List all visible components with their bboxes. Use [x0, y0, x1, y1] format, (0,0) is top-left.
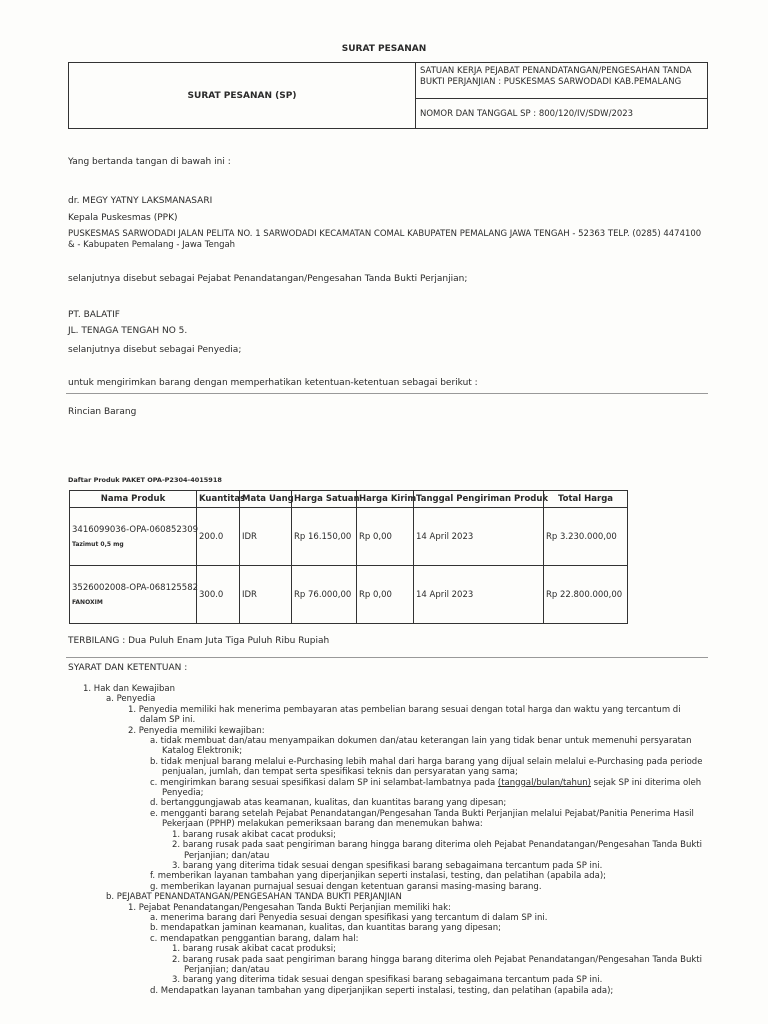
term-item: a. tidak membuat dan/atau menyampaikan dokumen dan/atau keterangan lain yang tidak benar untuk memenuhi persyaratan Katalog Elektronik;: [150, 736, 692, 757]
term-item: [150, 778, 708, 799]
header-satuan-kerja: SATUAN KERJA PEJABAT PENANDATANGAN/PENGESAHAN TANDA BUKTI PERJANJIAN : PUSKESMAS SARWODADI KAB.PEMALANG: [416, 63, 707, 99]
table-row: [70, 508, 628, 566]
term-item: 2. Penyedia memiliki kewajiban:: [128, 725, 265, 736]
penyedia-address: JL. TENAGA TENGAH NO 5.: [68, 326, 188, 336]
col-tanggal-pengiriman: Tanggal Pengiriman Produk: [414, 491, 544, 508]
term-item: 2. barang rusak pada saat pengiriman barang hingga barang diterima oleh Pejabat Penandatangan/Pengesahan Tanda Bukti Perjanjian; dan/atau: [172, 840, 703, 861]
date-cell: 14 April 2023: [414, 566, 544, 624]
intro-text: Yang bertanda tangan di bawah ini :: [68, 157, 231, 167]
term-text: c. mengirimkan barang sesuai spesifikasi dalam SP ini selambat-lambatnya pada: [150, 777, 498, 788]
term-pejabat: b. PEJABAT PENANDATANGAN/PENGESAHAN TANDA BUKTI PERJANJIAN: [106, 892, 402, 903]
term-item: a. menerima barang dari Penyedia sesuai dengan spesifikasi yang tercantum di dalam SP ini.: [150, 912, 548, 923]
total-cell: Rp 3.230.000,00: [544, 508, 628, 566]
penyedia-name: PT. BALATIF: [68, 310, 120, 320]
term-hak-kewajiban: 1. Hak dan Kewajiban: [83, 684, 175, 694]
qty-cell: 200.0: [197, 508, 240, 566]
term-item: e. mengganti barang setelah Pejabat Penandatangan/Pengesahan Tanda Bukti Perjanjian melalui Pejabat/Panitia Penerima Hasil Pekerjaan (PPHP) melakukan pemeriksaan barang dan menemukan bahwa:: [150, 808, 694, 830]
pejabat-position: Kepala Puskesmas (PPK): [68, 213, 178, 223]
pejabat-name: dr. MEGY YATNY LAKSMANASARI: [68, 196, 213, 206]
terms-section: [68, 684, 708, 996]
currency-cell: IDR: [240, 566, 292, 624]
term-item: 1. Penyedia memiliki hak menerima pembayaran atas pembelian barang sesuai dengan total harga dan waktu yang tercantum di dalam SP ini.: [128, 704, 681, 726]
terbilang-text: TERBILANG : Dua Puluh Enam Juta Tiga Puluh Ribu Rupiah: [68, 636, 330, 646]
col-harga-satuan: Harga Satuan: [292, 491, 357, 508]
price-cell: Rp 76.000,00: [292, 566, 357, 624]
product-cell: [70, 508, 197, 566]
total-cell: Rp 22.800.000,00: [544, 566, 628, 624]
product-name: FANOXIM: [72, 599, 103, 606]
term-item: d. Mendapatkan layanan tambahan yang diperjanjikan seperti instalasi, testing, dan pelatihan (apabila ada);: [150, 985, 614, 996]
products-table: [69, 490, 628, 624]
rincian-label: Rincian Barang: [68, 407, 137, 417]
term-item: b. tidak menjual barang melalui e-Purchasing lebih mahal dari harga barang yang dijual selain melalui e-Purchasing pada periode penjualan, jumlah, dan tempat serta spesifikasi teknis dan persyaratan yang sama;: [150, 756, 703, 778]
col-harga-kirim: Harga Kirim: [357, 491, 414, 508]
product-cell: [70, 566, 197, 624]
term-item: 1. barang rusak akibat cacat produksi;: [172, 944, 336, 955]
pejabat-address-line2: & - Kabupaten Pemalang - Jawa Tengah: [68, 240, 236, 250]
product-code: 3526002008-OPA-068125582: [72, 583, 199, 593]
col-total-harga: Total Harga: [544, 491, 628, 508]
term-item: 3. barang yang diterima tidak sesuai dengan spesifikasi barang sebagaimana tercantum pada SP ini.: [172, 975, 603, 986]
untuk-text: untuk mengirimkan barang dengan memperhatikan ketentuan-ketentuan sebagai berikut :: [68, 378, 478, 388]
term-text: sejak SP ini diterima oleh Penyedia;: [162, 777, 702, 799]
table-header-row: [70, 491, 628, 508]
header-box: [68, 62, 708, 129]
ship-cell: Rp 0,00: [357, 566, 414, 624]
ship-cell: Rp 0,00: [357, 508, 414, 566]
term-item: c. mendapatkan penggantian barang, dalam hal:: [150, 933, 359, 944]
pejabat-address-line1: PUSKESMAS SARWODADI JALAN PELITA NO. 1 SARWODADI KECAMATAN COMAL KABUPATEN PEMALANG JAWA TENGAH - 52363 TELP. (0285) 4474100: [68, 229, 702, 239]
product-name: Tazimut 0,5 mg: [72, 541, 124, 548]
pejabat-label: selanjutnya disebut sebagai Pejabat Penandatangan/Pengesahan Tanda Bukti Perjanjian;: [68, 274, 468, 284]
divider: [66, 657, 708, 658]
date-cell: 14 April 2023: [414, 508, 544, 566]
term-date-placeholder: (tanggal/bulan/tahun): [497, 777, 591, 788]
term-item: 1. barang rusak akibat cacat produksi;: [172, 829, 336, 840]
price-cell: Rp 16.150,00: [292, 508, 357, 566]
currency-cell: IDR: [240, 508, 292, 566]
penyedia-label: selanjutnya disebut sebagai Penyedia;: [68, 345, 242, 355]
product-code: 3416099036-OPA-060852309: [72, 525, 199, 535]
term-item: b. mendapatkan jaminan keamanan, kualitas, dan kuantitas barang yang dipesan;: [150, 923, 501, 934]
col-nama-produk: Nama Produk: [70, 491, 197, 508]
qty-cell: 300.0: [197, 566, 240, 624]
term-item: 2. barang rusak pada saat pengiriman barang hingga barang diterima oleh Pejabat Penandatangan/Pengesahan Tanda Bukti Perjanjian; dan/atau: [172, 954, 703, 975]
header-left-title: SURAT PESANAN (SP): [69, 63, 416, 128]
term-item: g. memberikan layanan purnajual sesuai dengan ketentuan garansi masing-masing barang.: [150, 881, 542, 892]
daftar-produk-title: Daftar Produk PAKET OPA-P2304-4015918: [68, 476, 222, 484]
col-kuantitas: Kuantitas: [197, 491, 240, 508]
table-row: [70, 566, 628, 624]
term-item: 1. Pejabat Penandatangan/Pengesahan Tanda Bukti Perjanjian memiliki hak:: [128, 902, 451, 913]
term-item: f. memberikan layanan tambahan yang diperjanjikan seperti instalasi, testing, dan pelatihan (apabila ada);: [150, 871, 607, 882]
term-item: d. bertanggungjawab atas keamanan, kualitas, dan kuantitas barang yang dipesan;: [150, 798, 507, 809]
divider: [66, 393, 708, 394]
term-item: 3. barang yang diterima tidak sesuai dengan spesifikasi barang sebagaimana tercantum pada SP ini.: [172, 860, 603, 871]
term-penyedia: a. Penyedia: [106, 694, 156, 705]
header-nomor-sp: NOMOR DAN TANGGAL SP : 800/120/IV/SDW/2023: [420, 108, 634, 119]
syarat-title: SYARAT DAN KETENTUAN :: [68, 663, 188, 673]
document-title: SURAT PESANAN: [341, 44, 427, 54]
col-mata-uang: Mata Uang: [240, 491, 292, 508]
